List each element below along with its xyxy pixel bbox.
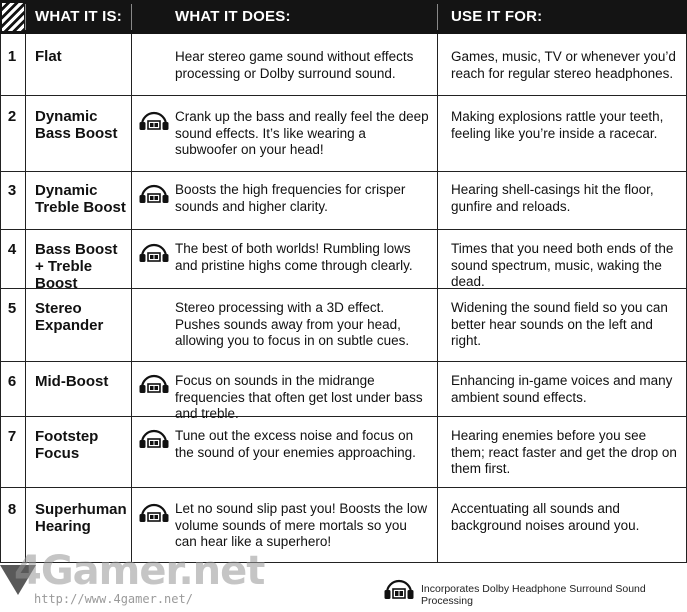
mode-description: Let no sound slip past you! Boosts the low volume sounds of mere mortals so you can hear like a superhero! [175, 501, 428, 549]
row-number: 2 [7, 108, 17, 125]
mode-use: Making explosions rattle your teeth, feeling like you’re inside a racecar. [451, 109, 664, 141]
watermark-url: http://www.4gamer.net/ [34, 592, 193, 606]
mode-description: Stereo processing with a 3D effect. Pushes sounds away from your head, allowing you to focus in on subtle cues. [175, 300, 410, 348]
mode-use: Hearing enemies before you see them; react faster and get the drop on them first. [451, 428, 677, 476]
row-number: 3 [7, 182, 17, 199]
hatch-pattern [2, 3, 24, 31]
mode-description: Focus on sounds in the midrange frequencies that often get lost under bass and treble. [175, 373, 423, 421]
mode-name: Superhuman Hearing [35, 501, 127, 535]
row-number: 6 [7, 373, 17, 390]
mode-description: Crank up the bass and really feel the deep sound effects. It’s like wearing a subwoofer on your head! [175, 109, 429, 157]
mode-use: Enhancing in-game voices and many ambient sound effects. [451, 373, 673, 405]
dolby-headphone-icon [138, 503, 170, 523]
mode-use: Games, music, TV or whenever you’d reach for regular stereo headphones. [451, 49, 676, 81]
mode-description: Hear stereo game sound without effects processing or Dolby surround sound. [175, 49, 414, 81]
legend-text: Incorporates Dolby Headphone Surround Sound Processing [421, 583, 646, 607]
mode-description: The best of both worlds! Rumbling lows and pristine highs come through clearly. [175, 241, 413, 273]
header-use-it-for: USE IT FOR: [451, 8, 543, 25]
mode-description: Boosts the high frequencies for crisper sounds and higher clarity. [175, 182, 406, 214]
table-header [0, 0, 687, 34]
header-divider [437, 4, 438, 30]
dolby-headphone-icon [383, 578, 415, 600]
row-number: 5 [7, 300, 17, 317]
mode-use: Widening the sound field so you can better hear sounds on the left and right. [451, 300, 668, 348]
table-row [0, 96, 687, 172]
table-row [0, 172, 687, 230]
table-row [0, 34, 687, 96]
row-number: 1 [7, 48, 17, 65]
dolby-headphone-icon [138, 111, 170, 131]
mode-name: Footstep Focus [35, 428, 99, 462]
dolby-headphone-icon [138, 429, 170, 449]
dolby-headphone-icon [138, 374, 170, 394]
row-number: 8 [7, 501, 17, 518]
table-row [0, 417, 687, 488]
mode-name: Bass Boost + Treble Boost [35, 241, 118, 292]
header-divider [131, 4, 132, 30]
mode-use: Times that you need both ends of the sound spectrum, music, waking the dead. [451, 241, 674, 289]
mode-use: Hearing shell-casings hit the floor, gunfire and reloads. [451, 182, 654, 214]
table-row [0, 230, 687, 292]
mode-use: Accentuating all sounds and background noises around you. [451, 501, 640, 533]
mode-name: Flat [35, 48, 62, 65]
row-number: 7 [7, 428, 17, 445]
mode-description: Tune out the excess noise and focus on the sound of your enemies approaching. [175, 428, 416, 460]
header-what-it-is: WHAT IT IS: [35, 8, 122, 25]
header-what-it-does: WHAT IT DOES: [175, 8, 291, 25]
dolby-headphone-icon [138, 243, 170, 263]
mode-name: Stereo Expander [35, 300, 104, 334]
watermark-logo: 4Gamer.net [14, 548, 265, 594]
table-row [0, 362, 687, 421]
mode-name: Mid-Boost [35, 373, 109, 390]
header-divider [25, 4, 26, 30]
mode-name: Dynamic Treble Boost [35, 182, 126, 216]
dolby-headphone-icon [138, 184, 170, 204]
table-row [0, 289, 687, 362]
mode-name: Dynamic Bass Boost [35, 108, 118, 142]
row-number: 4 [7, 241, 17, 258]
